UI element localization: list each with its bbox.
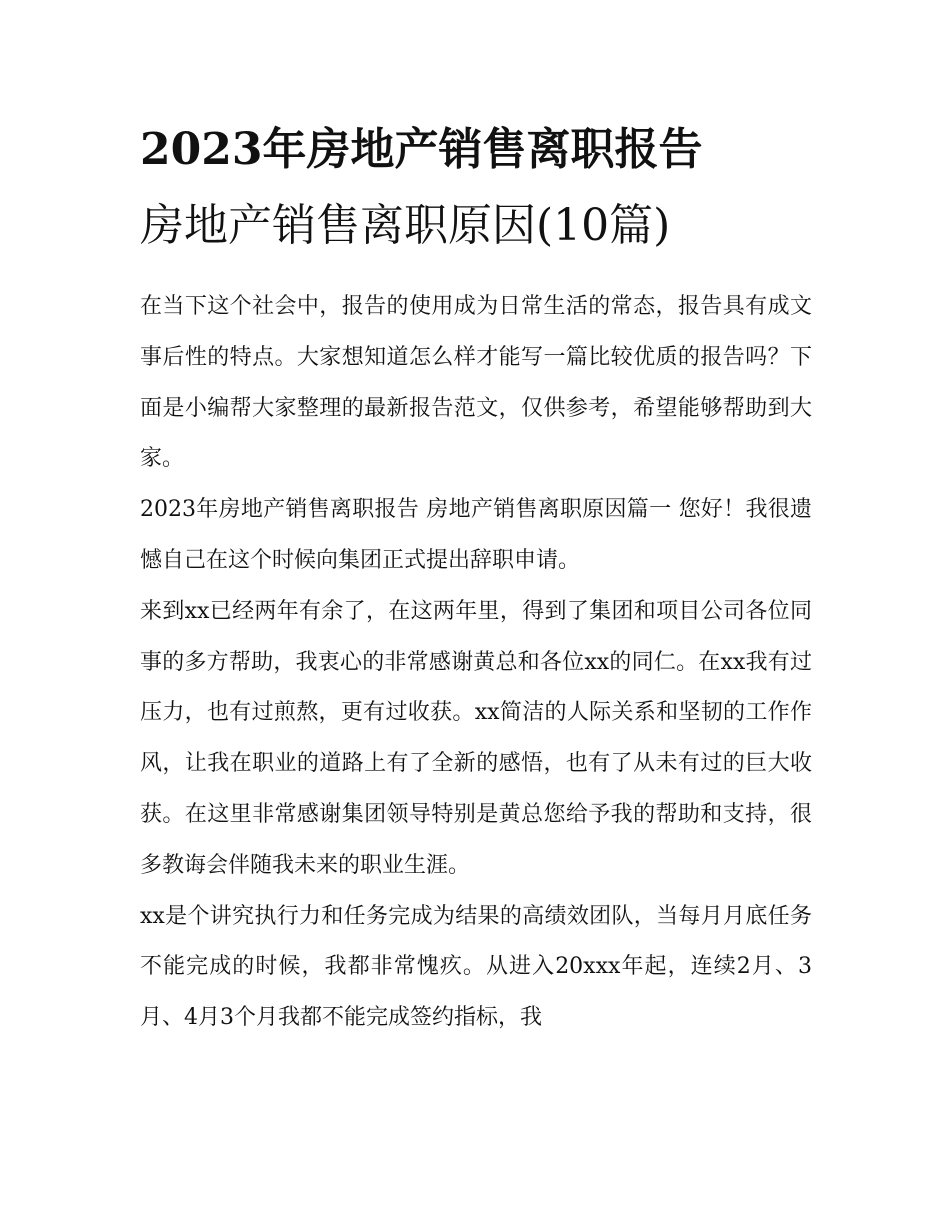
document-body	[140, 282, 812, 1044]
document-page	[140, 118, 812, 1044]
paragraph-intro: 在当下这个社会中，报告的使用成为日常生活的常态，报告具有成文事后性的特点。大家想知道怎么样才能写一篇比较优质的报告吗？下面是小编帮大家整理的最新报告范文，仅供参考，希望能够帮助到大家。	[140, 294, 812, 472]
paragraph-gratitude: 来到xx已经两年有余了，在这两年里，得到了集团和项目公司各位同事的多方帮助，我衷心的非常感谢黄总和各位xx的同仁。在xx我有过压力，也有过煎熬，更有过收获。xx简洁的人际关系和坚韧的工作作风，让我在职业的道路上有了全新的感悟，也有了从未有过的巨大收获。在这里非常感谢集团领导特别是黄总您给予我的帮助和支持，很多教诲会伴随我未来的职业生涯。	[140, 598, 812, 878]
paragraph-opening: 2023年房地产销售离职报告 房地产销售离职原因篇一 您好！我很遗憾自己在这个时候向集团正式提出辞职申请。	[140, 497, 812, 573]
title-line-2: 房地产销售离职原因(10篇)	[140, 200, 671, 251]
paragraph-performance: xx是个讲究执行力和任务完成为结果的高绩效团队，当每月月底任务不能完成的时候，我都非常愧疚。从进入20xxx年起，连续2月、3月、4月3个月我都不能完成签约指标，我	[140, 903, 812, 1031]
title-line-1: 2023年房地产销售离职报告	[140, 124, 703, 175]
document-title	[140, 118, 812, 258]
